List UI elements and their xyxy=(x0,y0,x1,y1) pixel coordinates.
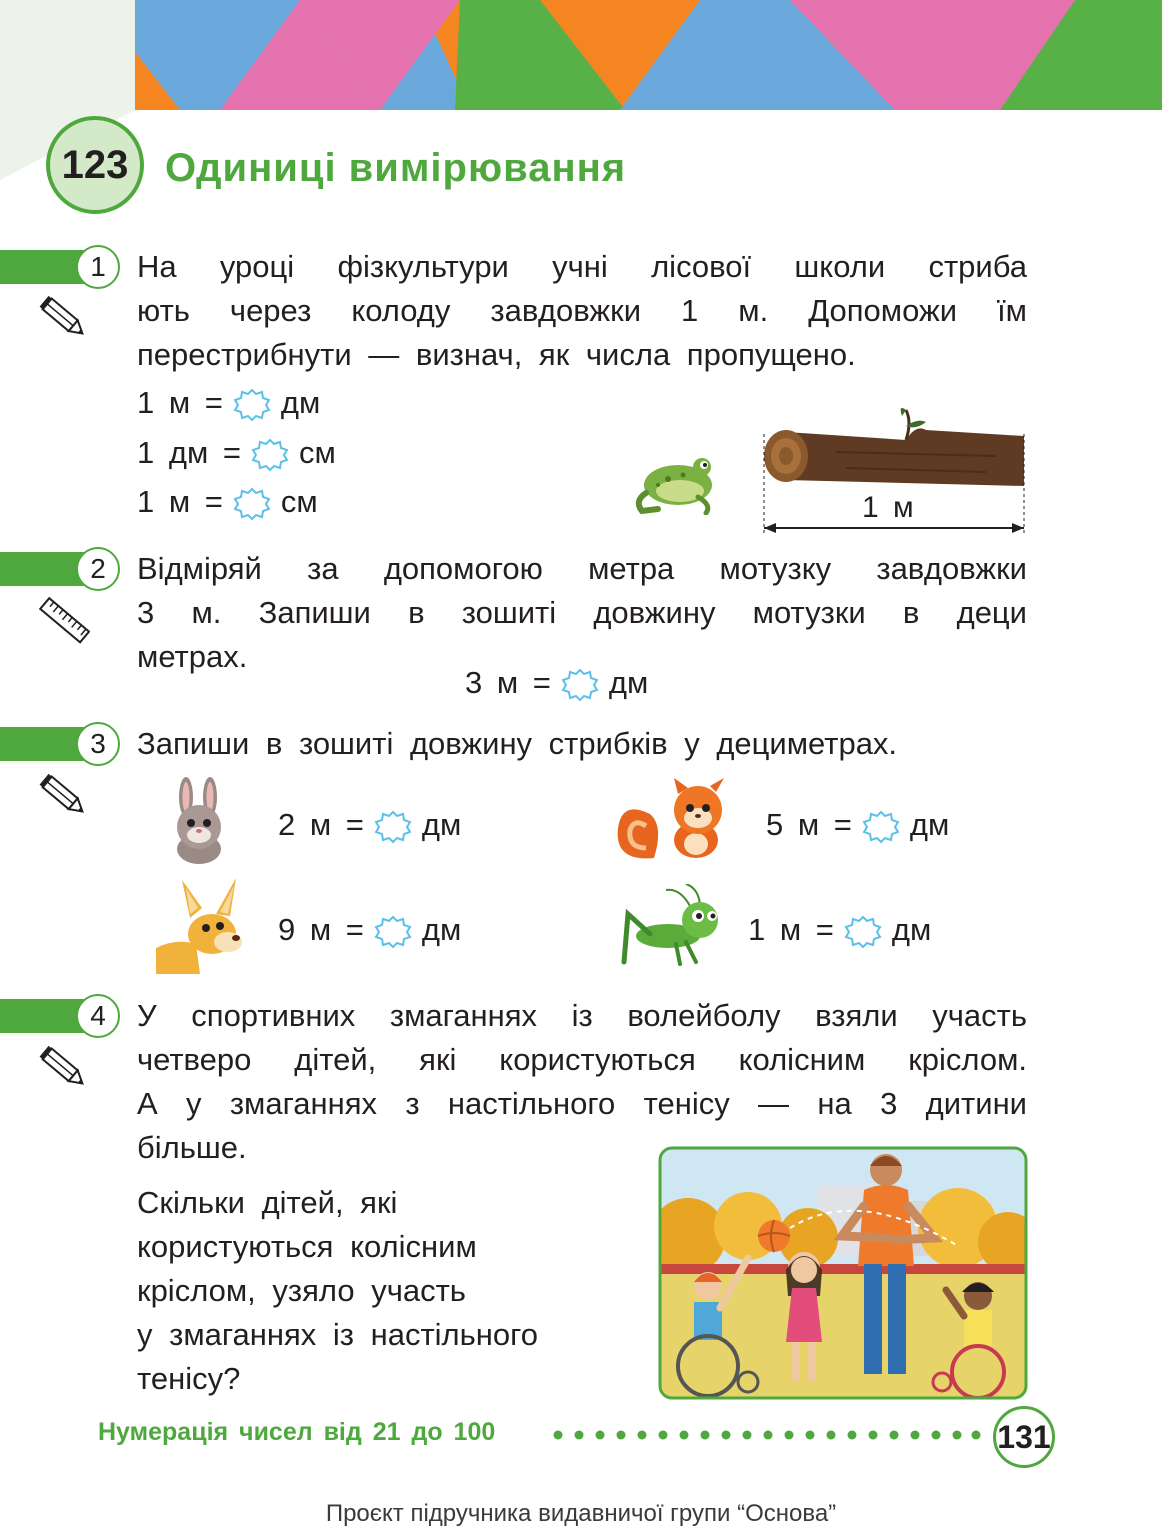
lesson-title: Одиниці вимірювання xyxy=(165,146,627,190)
rabbit-illustration xyxy=(166,775,232,865)
task-4-question-line-2: користуються колісним xyxy=(137,1229,477,1264)
lesson-number: 123 xyxy=(61,142,129,187)
grasshopper-illustration xyxy=(620,884,722,968)
pencil-icon xyxy=(38,292,90,344)
answer-blank-icon[interactable] xyxy=(844,915,882,949)
task-4-line-3: А у змаганнях з настільного тенісу — на 3 дитини xyxy=(137,1086,1027,1121)
task-3-equation-grasshopper: 1 м = дм xyxy=(748,912,932,947)
task-4-number: 4 xyxy=(76,994,120,1038)
page-number: 131 xyxy=(997,1418,1051,1455)
task-3-equation-kangaroo: 9 м = дм xyxy=(278,912,462,947)
answer-blank-icon[interactable] xyxy=(862,810,900,844)
task-4-line-4: більше. xyxy=(137,1130,247,1165)
answer-blank-icon[interactable] xyxy=(233,487,271,521)
task-1-line-2: ють через колоду завдовжки 1 м. Допоможи їм xyxy=(137,293,1027,328)
ruler-icon xyxy=(38,595,90,647)
dotted-leader xyxy=(552,1420,982,1450)
answer-blank-icon[interactable] xyxy=(561,668,599,702)
answer-blank-icon[interactable] xyxy=(251,438,289,472)
task-1-line-1: На уроці фізкультури учні лісової школи стриба xyxy=(137,249,1027,284)
task-4-marker-bar xyxy=(0,999,84,1033)
task-4-question-line-5: тенісу? xyxy=(137,1361,241,1396)
task-2-line-2: 3 м. Запиши в зошиті довжину мотузки в деци xyxy=(137,595,1027,630)
task-3-text xyxy=(137,722,1027,766)
squirrel-illustration xyxy=(614,778,730,862)
task-1-equation-2: 1 дм = см xyxy=(137,435,336,470)
task-4-question-line-4: у змаганнях із настільного xyxy=(137,1317,539,1352)
frog-illustration xyxy=(628,445,720,515)
answer-blank-icon[interactable] xyxy=(374,915,412,949)
task-4-line-1: У спортивних змаганнях із волейболу взяли участь xyxy=(137,998,1027,1033)
task-3-equation-squirrel: 5 м = дм xyxy=(766,807,950,842)
log-length-label: 1 м xyxy=(862,491,914,524)
kangaroo-illustration xyxy=(156,878,246,974)
sports-illustration xyxy=(658,1146,1028,1400)
section-title: Нумерація чисел від 21 до 100 xyxy=(98,1418,496,1446)
page-number-badge xyxy=(993,1406,1055,1468)
task-1-equation-1: 1 м = дм xyxy=(137,385,321,420)
task-4-question xyxy=(137,1181,637,1401)
task-1-marker-bar xyxy=(0,250,84,284)
task-4-question-line-3: кріслом, узяло участь xyxy=(137,1273,466,1308)
task-3-line-1: Запиши в зошиті довжину стрибків у дециметрах. xyxy=(137,726,898,761)
answer-blank-icon[interactable] xyxy=(233,388,271,422)
task-1-number: 1 xyxy=(76,245,120,289)
task-3-marker-bar xyxy=(0,727,84,761)
task-1-line-3: перестрибнути — визнач, як числа пропущено. xyxy=(137,337,856,372)
task-4-question-line-1: Скільки дітей, які xyxy=(137,1185,398,1220)
lesson-number-badge xyxy=(46,116,144,214)
task-2-line-1: Відміряй за допомогою метра мотузку завдовжки xyxy=(137,551,1027,586)
task-2-equation: 3 м = дм xyxy=(465,665,649,700)
task-2-text xyxy=(137,547,1027,679)
decorative-banner xyxy=(0,0,1162,110)
task-2-line-3: метрах. xyxy=(137,639,248,674)
pencil-icon xyxy=(38,770,90,822)
task-1-text xyxy=(137,245,1027,377)
pencil-icon xyxy=(38,1042,90,1094)
answer-blank-icon[interactable] xyxy=(374,810,412,844)
task-1-equation-3: 1 м = см xyxy=(137,484,318,519)
task-2-number: 2 xyxy=(76,547,120,591)
task-4-text xyxy=(137,994,1027,1170)
task-3-number: 3 xyxy=(76,722,120,766)
publisher-credit: Проєкт підручника видавничої групи “Основа” xyxy=(325,1500,837,1527)
task-4-line-2: четверо дітей, які користуються колісним кріслом. xyxy=(137,1042,1027,1077)
task-3-equation-rabbit: 2 м = дм xyxy=(278,807,462,842)
task-2-marker-bar xyxy=(0,552,84,586)
